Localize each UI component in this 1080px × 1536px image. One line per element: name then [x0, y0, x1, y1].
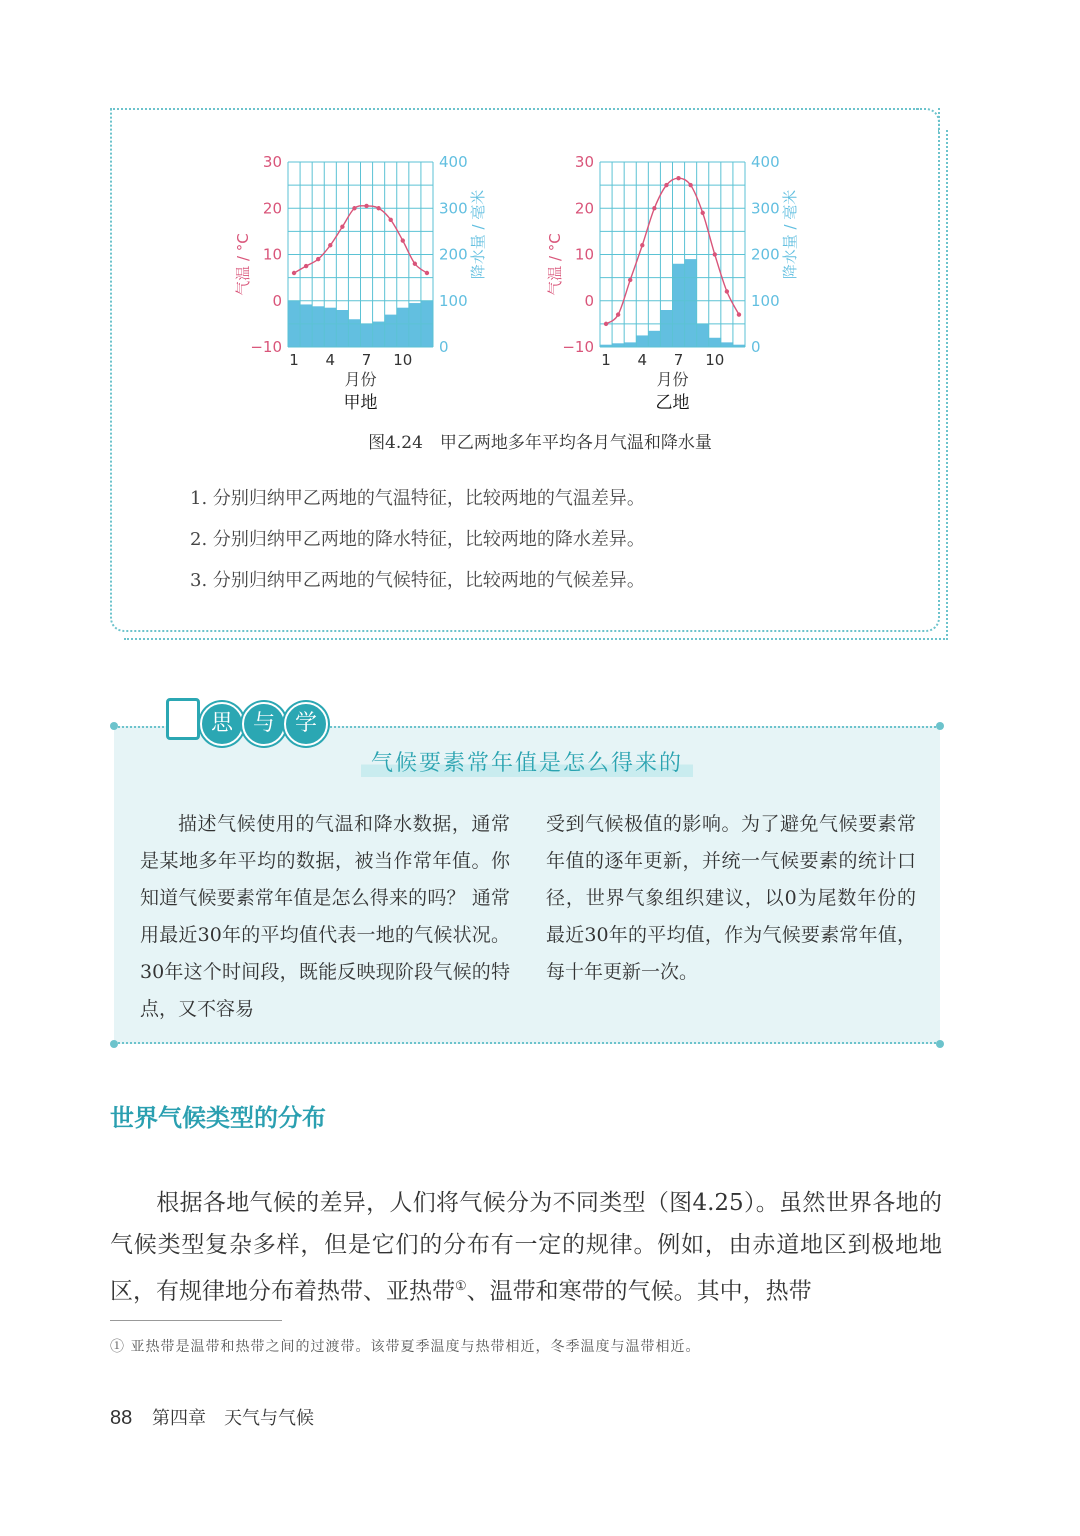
temp-tick-label: −10 [562, 338, 594, 356]
temperature-point [292, 271, 296, 275]
temperature-point [628, 278, 632, 282]
question-list [190, 484, 645, 607]
temperature-point [640, 243, 644, 247]
body-paragraph: 根据各地气候的差异，人们将气候分为不同类型（图4.25）。虽然世界各地的气候类型复杂多样，但是它们的分布有一定的规律。例如，由赤道地区到极地地区，有规律地分布着热带、亚热带①、温带和寒带的气候。其中，热带 [110, 1190, 942, 1305]
temperature-point [425, 271, 429, 275]
temp-axis-label: 气温 / °C [546, 233, 564, 296]
precipitation-bar [660, 310, 672, 347]
question-item: 2. 分别归纳甲乙两地的降水特征，比较两地的降水差异。 [190, 529, 645, 550]
temp-tick-label: 30 [262, 153, 282, 171]
temp-axis-label: 气温 / °C [234, 233, 252, 296]
month-tick-label: 7 [673, 351, 684, 369]
badge-char: 与 [242, 702, 286, 746]
precipitation-bar [324, 308, 336, 347]
month-tick-label: 1 [601, 351, 611, 369]
precipitation-bar [673, 264, 685, 347]
chart-location-label: 乙地 [655, 393, 690, 413]
precipitation-bar [385, 315, 397, 347]
precip-tick-label: 100 [439, 291, 468, 310]
precip-axis-label: 降水量 / 毫米 [781, 189, 799, 280]
footnote-reference[interactable]: ① [455, 1279, 467, 1294]
precipitation-bar [636, 335, 648, 347]
temperature-point [737, 312, 741, 316]
temperature-point [664, 183, 668, 187]
precipitation-bar [612, 343, 624, 347]
temperature-point [701, 211, 705, 215]
temp-tick-label: 0 [272, 291, 282, 310]
think-and-learn-badge [160, 690, 320, 746]
chart-location-label: 甲地 [343, 393, 378, 413]
chapter-title: 第四章 天气与气候 [151, 1408, 314, 1429]
precip-tick-label: 0 [439, 338, 449, 356]
badge-char: 学 [284, 702, 328, 746]
precip-axis-label: 降水量 / 毫米 [469, 189, 487, 280]
footnote-divider [110, 1320, 282, 1321]
temp-tick-label: 20 [262, 199, 282, 218]
month-tick-label: 1 [289, 351, 299, 369]
question-item: 1. 分别归纳甲乙两地的气温特征，比较两地的气温差异。 [190, 488, 645, 509]
precip-tick-label: 400 [439, 153, 468, 171]
precip-tick-label: 300 [439, 199, 468, 218]
month-tick-label: 10 [393, 351, 413, 369]
precipitation-bar [709, 338, 721, 347]
precipitation-bar [624, 342, 636, 347]
temperature-point [352, 206, 356, 210]
precipitation-bar [361, 324, 373, 347]
temperature-point [304, 264, 308, 268]
precip-tick-label: 200 [751, 245, 780, 264]
badge-char: 思 [200, 702, 244, 746]
figure-caption: 图4.24 甲乙两地多年平均各月气温和降水量 [368, 433, 712, 453]
temperature-point [713, 252, 717, 256]
temp-tick-label: −10 [250, 338, 282, 356]
x-axis-label: 月份 [656, 370, 689, 389]
temperature-point [316, 257, 320, 261]
footnote: ① 亚热带是温带和热带之间的过渡带。该带夏季温度与热带相近，冬季温度与温带相近。 [110, 1339, 701, 1355]
page-footer [110, 1404, 314, 1430]
precipitation-bar [300, 304, 312, 347]
precipitation-bar [409, 303, 421, 347]
temp-tick-label: 0 [584, 291, 594, 310]
month-tick-label: 4 [325, 351, 336, 369]
precip-tick-label: 200 [439, 245, 468, 264]
temperature-point [413, 262, 417, 266]
think-box-title: 气候要素常年值是怎么得来的 [114, 746, 940, 777]
precipitation-bar [697, 324, 709, 347]
temperature-point [688, 183, 692, 187]
precip-tick-label: 300 [751, 199, 780, 218]
temp-tick-label: 20 [574, 199, 594, 218]
temperature-point [340, 225, 344, 229]
temperature-point [604, 322, 608, 326]
precipitation-bar [373, 322, 385, 347]
question-item: 3. 分别归纳甲乙两地的气候特征，比较两地的气候差异。 [190, 570, 645, 591]
temperature-point [616, 312, 620, 316]
book-icon [166, 698, 200, 740]
temp-tick-label: 10 [262, 245, 282, 264]
temp-tick-label: 30 [574, 153, 594, 171]
precip-tick-label: 100 [751, 291, 780, 310]
page-number: 88 [110, 1407, 133, 1429]
month-tick-label: 10 [705, 351, 725, 369]
precipitation-bar [336, 310, 348, 347]
temp-tick-label: 10 [574, 245, 594, 264]
precip-tick-label: 400 [751, 153, 780, 171]
temperature-point [376, 206, 380, 210]
month-tick-label: 7 [361, 351, 372, 369]
think-and-learn-box [114, 726, 940, 1044]
x-axis-label: 月份 [344, 370, 377, 389]
temperature-point [364, 204, 368, 208]
think-box-text-right: 受到气候极值的影响。为了避免气候要素常年值的逐年更新，并统一气候要素的统计口径，世界气象组织建议，以0为尾数年份的最近30年的平均值，作为气候要素常年值，每十年更新一次。 [546, 813, 916, 983]
section-heading: 世界气候类型的分布 [110, 1103, 326, 1132]
climate-chart-jia [222, 150, 512, 420]
climate-chart-yi [534, 150, 824, 420]
think-box-text-left: 描述气候使用的气温和降水数据，通常是某地多年平均的数据，被当作常年值。你知道气候要素常年值是怎么得来的吗？ 通常用最近30年的平均值代表一地的气候状况。30年这个时间段，既能反映现阶段气候的特点，又不容易 [140, 813, 510, 1020]
temperature-point [676, 176, 680, 180]
precipitation-bar [312, 306, 324, 347]
precip-tick-label: 0 [751, 338, 761, 356]
temperature-point [725, 289, 729, 293]
temperature-point [652, 206, 656, 210]
temperature-point [389, 218, 393, 222]
month-tick-label: 4 [637, 351, 648, 369]
precipitation-bar [685, 259, 697, 347]
precipitation-bar [721, 342, 733, 347]
precipitation-bar [397, 308, 409, 347]
temperature-point [328, 243, 332, 247]
temperature-point [401, 238, 405, 242]
precipitation-bar [648, 331, 660, 347]
